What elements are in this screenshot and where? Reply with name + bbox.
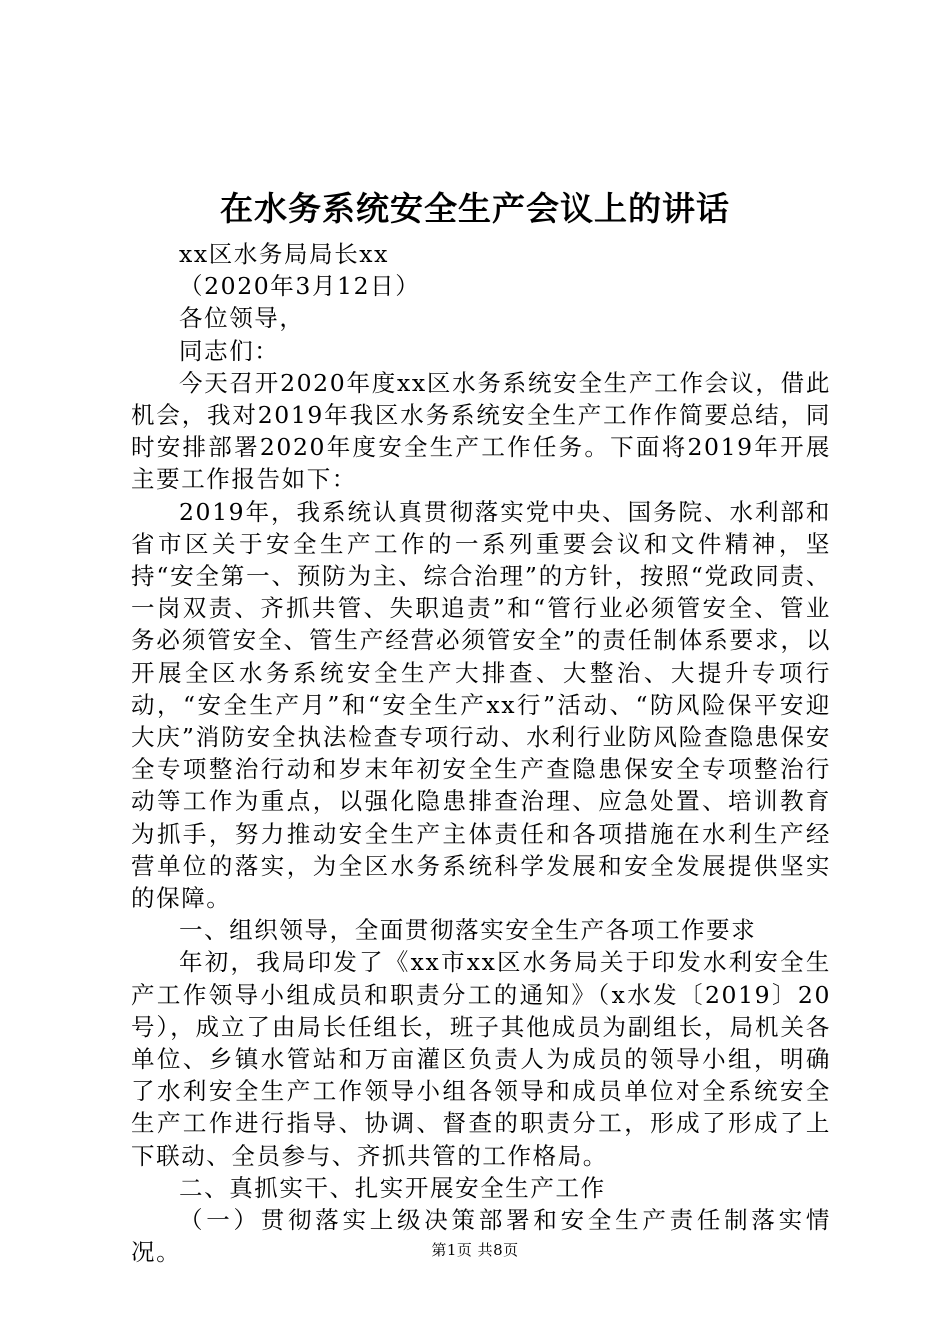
- document-body: [131, 238, 831, 1269]
- salutation-leaders: 各位领导，: [179, 304, 305, 333]
- document-title: 在水务系统安全生产会议上的讲话: [220, 189, 730, 228]
- salutation-comrades: 同志们：: [179, 336, 280, 365]
- section-heading-1: 一、组织领导，全面贯彻落实安全生产各项工作要求: [179, 916, 757, 945]
- speaker-line: xx区水务局局长xx: [179, 240, 390, 268]
- intro-paragraph: 今天召开2020年度xx区水务系统安全生产工作会议，借此机会，我对2019年我区水务系统安全生产工作作简要总结，同时安排部署2020年度安全生产工作任务。下面将2019年开展主要工作报告如下：: [131, 368, 831, 494]
- date-line: （2020年3月12日）: [179, 272, 421, 301]
- subsection-heading-1: （一）贯彻落实上级决策部署和安全生产责任制落实情况。: [131, 1206, 831, 1267]
- summary-paragraph: 2019年，我系统认真贯彻落实党中央、国务院、水利部和省市区关于安全生产工作的一系列重要会议和文件精神，坚持“安全第一、预防为主、综合治理”的方针，按照“党政同责、一岗双责、齐抓共管、失职追责”和“管行业必须管安全、管业务必须管安全、管生产经营必须管安全”的责任制体系要求，以开展全区水务系统安全生产大排查、大整治、大提升专项行动，“安全生产月”和“安全生产xx行”活动、“防风险保平安迎大庆”消防安全执法检查专项行动、水利行业防风险查隐患保安全专项整治行动和岁末年初安全生产查隐患保安全专项整治行动等工作为重点，以强化隐患排查治理、应急处置、培训教育为抓手，努力推动安全生产主体责任和各项措施在水利生产经营单位的落实，为全区水务系统科学发展和安全发展提供坚实的保障。: [131, 497, 831, 913]
- section-1-paragraph: 年初，我局印发了《xx市xx区水务局关于印发水利安全生产工作领导小组成员和职责分工的通知》（x水发〔2019〕20号），成立了由局长任组长，班子其他成员为副组长，局机关各单位、乡镇水管站和万亩灌区负责人为成员的领导小组，明确了水利安全生产工作领导小组各领导和成员单位对全系统安全生产工作进行指导、协调、督查的职责分工，形成了形成了上下联动、全员参与、齐抓共管的工作格局。: [131, 948, 831, 1170]
- page-number-footer: 第1页 共8页: [431, 1241, 519, 1259]
- section-heading-2: 二、真抓实干、扎实开展安全生产工作: [179, 1173, 606, 1202]
